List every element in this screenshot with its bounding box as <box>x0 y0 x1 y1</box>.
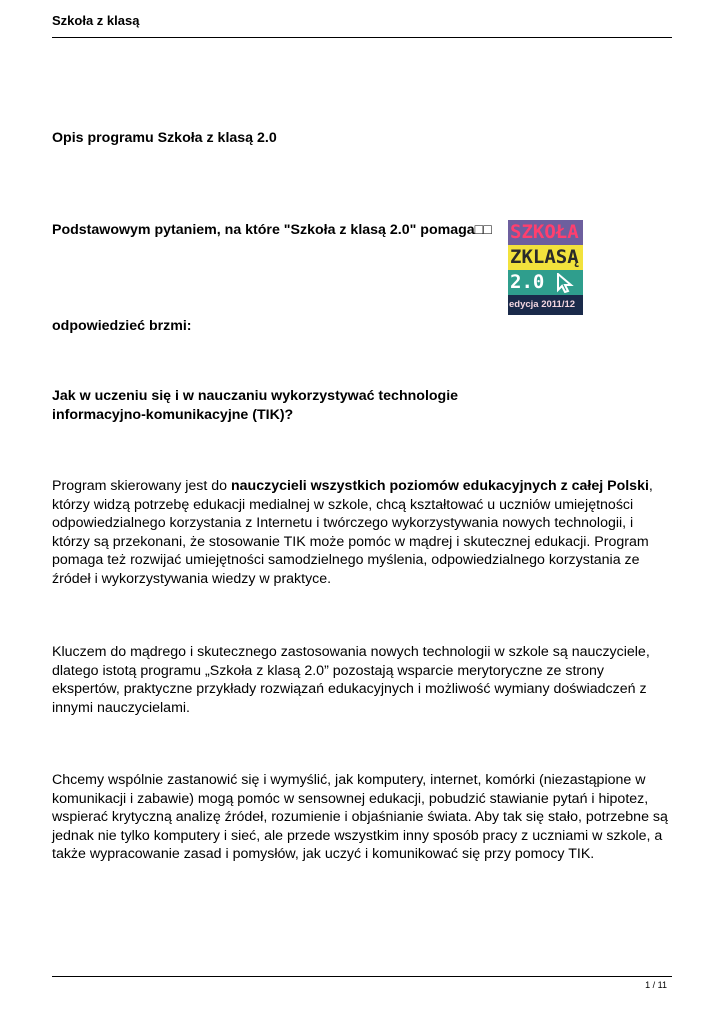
program-logo <box>508 220 583 315</box>
question-intro-text: Podstawowym pytaniem, na które "Szkoła z klasą 2.0" pomaga <box>52 222 475 238</box>
page-header-title: Szkoła z klasą <box>52 13 140 28</box>
logo-line-3-text: 2.0 <box>510 271 545 293</box>
logo-line-2: ZKLASĄ <box>508 245 583 270</box>
paragraph-1 <box>52 477 672 589</box>
page-number: 1 / 11 <box>645 980 667 990</box>
paragraph-2: Kluczem do mądrego i skutecznego zastosowania nowych technologii w szkole są nauczyciele, dlatego istotą programu „Szkoła z klasą 2.0” pozostają wsparcie merytoryczne ze strony ekspertów, praktyczne przykłady rozwiązań edukacyjnych i możliwość wymiany doświadczeń z innymi nauczycielami. <box>52 644 650 716</box>
logo-edition: edycja 2011/12 <box>508 295 583 315</box>
footer-divider <box>52 976 672 977</box>
main-question <box>52 387 672 424</box>
document-heading: Opis programu Szkoła z klasą 2.0 <box>52 130 277 146</box>
logo-line-1: SZKOŁA <box>508 220 583 245</box>
paragraph-1-start: Program skierowany jest do <box>52 478 231 494</box>
cursor-icon <box>556 273 574 293</box>
paragraph-3: Chcemy wspólnie zastanowić się i wymyślić, jak komputery, internet, komórki (niezastąpione w komunikacji i zabawie) mogą pomóc w sensownej edukacji, pobudzić stawianie pytań i hipotez, wspierać krytyczną analizę źródeł, rozumienie i objaśnianie świata. Aby tak się stało, potrzebne są jednak nie tylko komputery i sieć, ale przede wszystkim inny sposób pracy z uczniami w szkole, a także wypracowanie zasad i pomysłów, jak uczyć i komunikować się przy pomocy TIK. <box>52 772 668 863</box>
paragraph-1-emphasis: nauczycieli wszystkich poziomów edukacyjnych z całej Polski <box>231 478 649 494</box>
main-question-line-2: informacyjno-komunikacyjne (TIK)? <box>52 406 294 423</box>
answer-intro: odpowiedzieć brzmi: <box>52 318 192 334</box>
header-divider <box>52 37 672 38</box>
main-question-line-1: Jak w uczeniu się i w nauczaniu wykorzystywać technologie <box>52 388 459 404</box>
paragraph-1-end: , którzy widzą potrzebę edukacji medialnej w szkole, chcą kształtować u uczniów umiejętności odpowiedzialnego korzystania z Internetu i twórczego wykorzystywania nowych technologii, i którzy są przekonani, że stosowanie TIK może pomóc w mądrej i skutecznej edukacji. Program pomaga też rozwijać umiejętności samodzielnego myślenia, odpowiedzialnego korzystania ze źródeł i wykorzystywania wiedzy w praktyce. <box>52 478 653 587</box>
logo-line-3 <box>508 270 583 295</box>
question-intro: Podstawowym pytaniem, na które "Szkoła z klasą 2.0" pomaga□□ <box>52 222 492 238</box>
